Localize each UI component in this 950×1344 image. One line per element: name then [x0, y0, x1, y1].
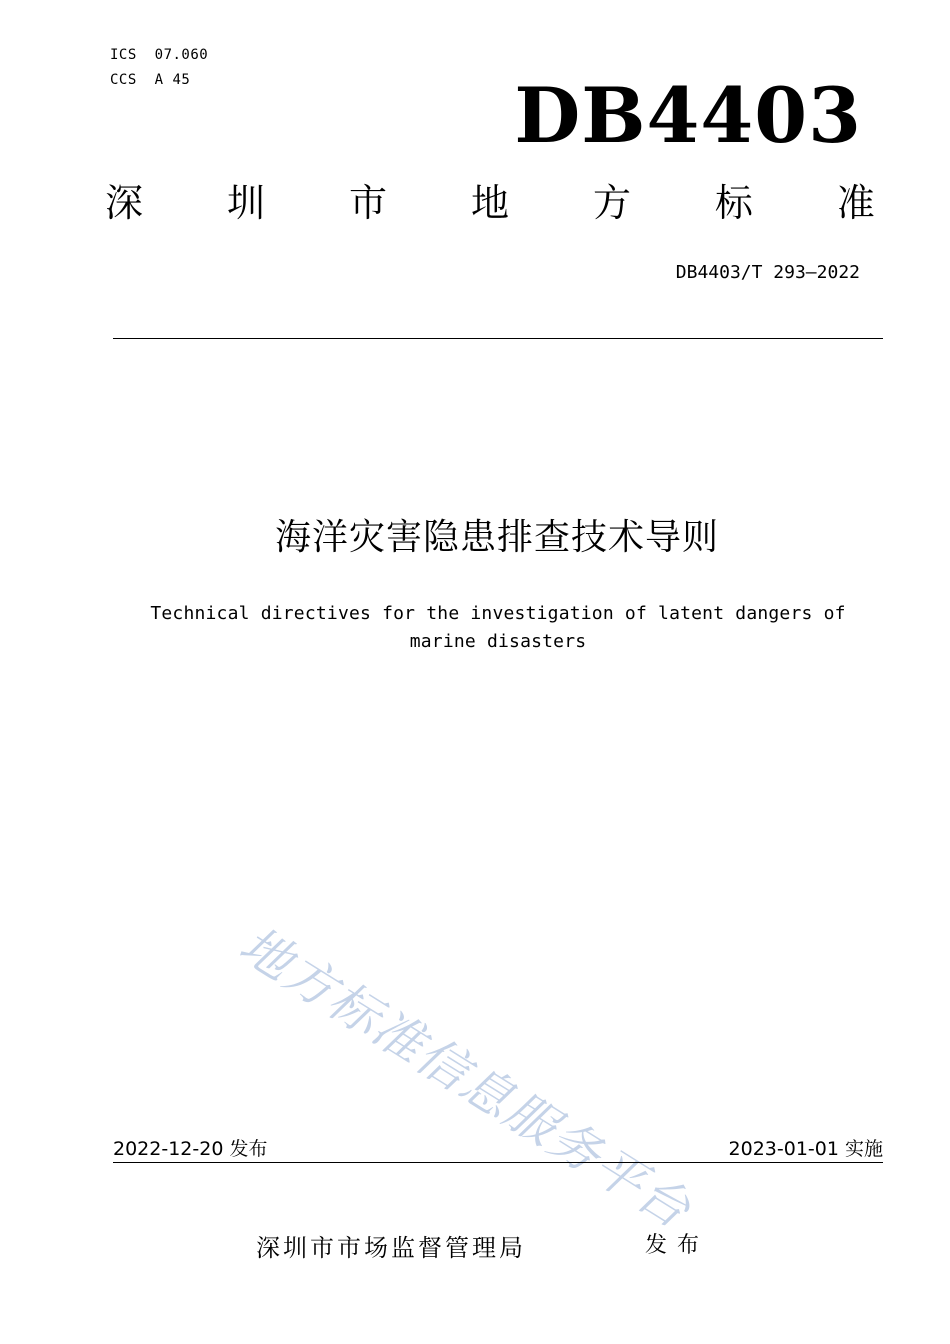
standard-type [105, 181, 875, 225]
standard-code: DB4403 [514, 71, 862, 160]
issue-date: 2022-12-20 发布 [113, 1138, 268, 1160]
standard-type-char: 市 [348, 181, 387, 225]
ccs-code: CCS A 45 [110, 72, 191, 88]
issuing-authority: 深圳市市场监督管理局 [256, 1234, 526, 1262]
standard-type-char: 准 [836, 181, 875, 225]
document-title-english: Technical directives for the investigation of latent dangers of marine disasters [150, 603, 846, 652]
standard-type-char: 地 [470, 181, 509, 225]
document-title-chinese: 海洋灾害隐患排查技术导则 [274, 517, 719, 558]
issue-action: 发布 [645, 1233, 710, 1258]
standard-type-char: 方 [592, 181, 631, 225]
top-divider [113, 338, 883, 339]
standard-number: DB4403/T 293—2022 [675, 262, 860, 283]
implementation-date: 2023-01-01 实施 [728, 1138, 883, 1160]
watermark: 地方标准信息服务平台 [229, 915, 702, 1241]
ics-code: ICS 07.060 [110, 47, 209, 63]
standard-type-char: 标 [714, 181, 753, 225]
bottom-divider [113, 1162, 883, 1163]
standard-type-char: 圳 [226, 181, 265, 225]
standard-type-char: 深 [105, 181, 144, 225]
